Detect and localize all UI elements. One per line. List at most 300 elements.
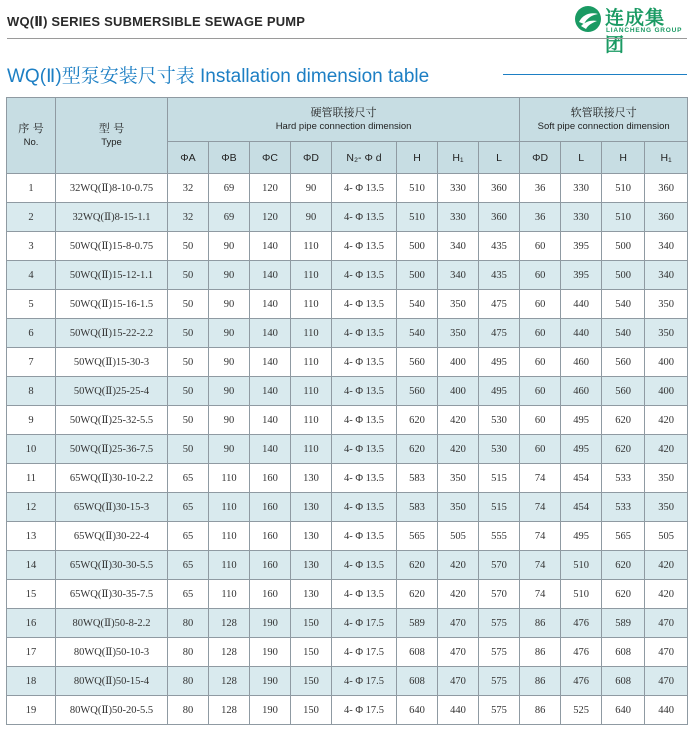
- dimension-cell: 435: [479, 261, 520, 290]
- dimension-cell: 555: [479, 522, 520, 551]
- dimension-cell: 565: [397, 522, 438, 551]
- dimension-cell: 500: [602, 232, 645, 261]
- dimension-cell: 140: [250, 319, 291, 348]
- dimension-cell: 360: [645, 203, 688, 232]
- col-header-soft: L: [561, 142, 602, 174]
- dimension-cell: 4- Φ 13.5: [332, 522, 397, 551]
- table-row: [7, 696, 688, 725]
- hard-pipe-title-cn: 硬管联接尺寸: [310, 106, 377, 119]
- dimension-cell: 36: [520, 203, 561, 232]
- dimension-cell: 120: [250, 203, 291, 232]
- dimension-cell: 128: [209, 667, 250, 696]
- model-cell: 80WQ(Ⅱ)50-15-4: [56, 667, 168, 696]
- dimension-cell: 350: [438, 290, 479, 319]
- row-number-cell: 9: [7, 406, 56, 435]
- dimension-cell: 110: [291, 319, 332, 348]
- col-header-hard: H₁: [438, 142, 479, 174]
- row-number-cell: 13: [7, 522, 56, 551]
- dimension-cell: 110: [291, 290, 332, 319]
- dimension-cell: 130: [291, 580, 332, 609]
- dimension-cell: 80: [168, 638, 209, 667]
- col-header-hard: ΦD: [291, 142, 332, 174]
- dimension-cell: 90: [291, 174, 332, 203]
- table-row: [7, 261, 688, 290]
- model-cell: 65WQ(Ⅱ)30-30-5.5: [56, 551, 168, 580]
- dimension-cell: 50: [168, 377, 209, 406]
- dimension-cell: 86: [520, 609, 561, 638]
- dimension-cell: 495: [479, 348, 520, 377]
- dimension-cell: 36: [520, 174, 561, 203]
- dimension-cell: 150: [291, 638, 332, 667]
- page-header: [0, 0, 689, 56]
- model-cell: 65WQ(Ⅱ)30-15-3: [56, 493, 168, 522]
- col-header-soft: H: [602, 142, 645, 174]
- dimension-cell: 620: [602, 580, 645, 609]
- dimension-cell: 150: [291, 696, 332, 725]
- col-header-no-en: No.: [23, 137, 39, 148]
- dimension-cell: 583: [397, 464, 438, 493]
- dimension-cell: 4- Φ 17.5: [332, 638, 397, 667]
- dimension-cell: 65: [168, 522, 209, 551]
- dimension-cell: 110: [291, 435, 332, 464]
- dimension-cell: 435: [479, 232, 520, 261]
- dimension-cell: 140: [250, 377, 291, 406]
- row-number-cell: 3: [7, 232, 56, 261]
- dimension-cell: 65: [168, 493, 209, 522]
- dimension-cell: 110: [209, 580, 250, 609]
- dimension-cell: 360: [479, 174, 520, 203]
- dimension-cell: 350: [645, 290, 688, 319]
- dimension-cell: 575: [479, 667, 520, 696]
- dimension-cell: 69: [209, 174, 250, 203]
- dimension-cell: 60: [520, 290, 561, 319]
- dimension-cell: 128: [209, 696, 250, 725]
- dimension-cell: 540: [602, 290, 645, 319]
- dimension-cell: 140: [250, 261, 291, 290]
- model-cell: 50WQ(Ⅱ)15-12-1.1: [56, 261, 168, 290]
- table-row: [7, 609, 688, 638]
- dimension-cell: 540: [602, 319, 645, 348]
- row-number-cell: 16: [7, 609, 56, 638]
- dimension-cell: 533: [602, 493, 645, 522]
- dimension-cell: 160: [250, 522, 291, 551]
- dimension-cell: 4- Φ 17.5: [332, 667, 397, 696]
- model-cell: 50WQ(Ⅱ)25-32-5.5: [56, 406, 168, 435]
- dimension-cell: 4- Φ 13.5: [332, 290, 397, 319]
- dimension-cell: 130: [291, 522, 332, 551]
- col-header-type: [56, 98, 168, 174]
- row-number-cell: 5: [7, 290, 56, 319]
- table-row: [7, 464, 688, 493]
- dimension-cell: 530: [479, 435, 520, 464]
- dimension-cell: 190: [250, 609, 291, 638]
- col-header-type-cn: 型 号: [98, 122, 125, 135]
- dimension-cell: 640: [602, 696, 645, 725]
- dimension-cell: 620: [602, 435, 645, 464]
- model-cell: 80WQ(Ⅱ)50-20-5.5: [56, 696, 168, 725]
- logo-name-en: LIANCHENG GROUP: [606, 27, 683, 34]
- dimension-cell: 575: [479, 638, 520, 667]
- dimension-cell: 570: [479, 580, 520, 609]
- dimension-cell: 4- Φ 13.5: [332, 464, 397, 493]
- dimension-cell: 560: [602, 377, 645, 406]
- dimension-cell: 65: [168, 464, 209, 493]
- dimension-cell: 190: [250, 696, 291, 725]
- row-number-cell: 14: [7, 551, 56, 580]
- table-row: [7, 406, 688, 435]
- model-cell: 65WQ(Ⅱ)30-35-7.5: [56, 580, 168, 609]
- dimension-cell: 505: [645, 522, 688, 551]
- dimension-cell: 395: [561, 232, 602, 261]
- dimension-cell: 60: [520, 319, 561, 348]
- dimension-cell: 50: [168, 261, 209, 290]
- title-divider: [503, 74, 687, 75]
- model-cell: 50WQ(Ⅱ)15-16-1.5: [56, 290, 168, 319]
- dimension-cell: 110: [209, 493, 250, 522]
- dimension-cell: 420: [438, 580, 479, 609]
- dimension-cell: 620: [602, 551, 645, 580]
- dimension-cell: 69: [209, 203, 250, 232]
- dimension-cell: 500: [397, 261, 438, 290]
- dimension-cell: 540: [397, 290, 438, 319]
- dimension-cell: 32: [168, 203, 209, 232]
- dimension-cell: 110: [291, 406, 332, 435]
- dimension-cell: 475: [479, 290, 520, 319]
- dimension-cell: 140: [250, 232, 291, 261]
- dimension-cell: 510: [561, 580, 602, 609]
- liancheng-logo-mark-icon: [574, 5, 602, 33]
- page-title: WQ(Ⅱ)型泵安装尺寸表 Installation dimension table: [7, 66, 430, 87]
- dimension-cell: 110: [209, 522, 250, 551]
- dimension-cell: 454: [561, 464, 602, 493]
- dimension-cell: 440: [561, 290, 602, 319]
- dimension-cell: 589: [602, 609, 645, 638]
- dimension-cell: 640: [397, 696, 438, 725]
- row-number-cell: 4: [7, 261, 56, 290]
- dimension-cell: 620: [397, 406, 438, 435]
- dimension-cell: 50: [168, 348, 209, 377]
- dimension-cell: 50: [168, 435, 209, 464]
- dimension-cell: 470: [438, 638, 479, 667]
- installation-dimension-table: [6, 97, 688, 725]
- dimension-cell: 130: [291, 551, 332, 580]
- dimension-cell: 515: [479, 493, 520, 522]
- row-number-cell: 7: [7, 348, 56, 377]
- dimension-cell: 440: [561, 319, 602, 348]
- dimension-cell: 530: [479, 406, 520, 435]
- dimension-cell: 90: [209, 377, 250, 406]
- dimension-cell: 510: [561, 551, 602, 580]
- dimension-cell: 400: [645, 377, 688, 406]
- row-number-cell: 8: [7, 377, 56, 406]
- dimension-cell: 495: [479, 377, 520, 406]
- table-row: [7, 348, 688, 377]
- dimension-cell: 476: [561, 609, 602, 638]
- hard-pipe-title-en: Hard pipe connection dimension: [275, 121, 412, 132]
- dimension-cell: 350: [645, 493, 688, 522]
- dimension-cell: 90: [209, 406, 250, 435]
- table-row: [7, 522, 688, 551]
- dimension-cell: 420: [645, 580, 688, 609]
- dimension-cell: 495: [561, 522, 602, 551]
- table-row: [7, 319, 688, 348]
- dimension-cell: 80: [168, 609, 209, 638]
- table-row: [7, 174, 688, 203]
- dimension-cell: 110: [209, 551, 250, 580]
- dimension-cell: 74: [520, 464, 561, 493]
- dimension-cell: 620: [397, 551, 438, 580]
- dimension-cell: 4- Φ 17.5: [332, 609, 397, 638]
- dimension-cell: 395: [561, 261, 602, 290]
- dimension-cell: 420: [645, 435, 688, 464]
- dimension-cell: 4- Φ 13.5: [332, 348, 397, 377]
- dimension-cell: 4- Φ 17.5: [332, 696, 397, 725]
- dimension-cell: 454: [561, 493, 602, 522]
- dimension-cell: 476: [561, 638, 602, 667]
- dimension-cell: 90: [209, 261, 250, 290]
- dimension-cell: 160: [250, 551, 291, 580]
- dimension-cell: 4- Φ 13.5: [332, 203, 397, 232]
- dimension-cell: 583: [397, 493, 438, 522]
- dimension-cell: 440: [645, 696, 688, 725]
- dimension-cell: 340: [438, 261, 479, 290]
- dimension-cell: 510: [602, 174, 645, 203]
- dimension-cell: 60: [520, 406, 561, 435]
- dimension-cell: 560: [397, 377, 438, 406]
- dimension-cell: 420: [438, 406, 479, 435]
- model-cell: 65WQ(Ⅱ)30-10-2.2: [56, 464, 168, 493]
- dimension-cell: 560: [397, 348, 438, 377]
- dimension-cell: 560: [602, 348, 645, 377]
- row-number-cell: 6: [7, 319, 56, 348]
- dimension-cell: 460: [561, 348, 602, 377]
- dimension-cell: 4- Φ 13.5: [332, 406, 397, 435]
- dimension-cell: 110: [291, 377, 332, 406]
- dimension-cell: 150: [291, 667, 332, 696]
- col-header-hard: ΦC: [250, 142, 291, 174]
- dimension-cell: 60: [520, 232, 561, 261]
- dimension-cell: 90: [209, 232, 250, 261]
- dimension-cell: 330: [438, 203, 479, 232]
- dimension-cell: 60: [520, 377, 561, 406]
- dimension-cell: 90: [209, 290, 250, 319]
- dimension-cell: 340: [438, 232, 479, 261]
- dimension-cell: 4- Φ 13.5: [332, 319, 397, 348]
- dimension-cell: 90: [209, 435, 250, 464]
- dimension-cell: 470: [645, 638, 688, 667]
- dimension-cell: 608: [397, 667, 438, 696]
- model-cell: 65WQ(Ⅱ)30-22-4: [56, 522, 168, 551]
- dimension-cell: 470: [645, 667, 688, 696]
- model-cell: 50WQ(Ⅱ)15-30-3: [56, 348, 168, 377]
- table-row: [7, 551, 688, 580]
- dimension-cell: 400: [645, 348, 688, 377]
- header-divider: [7, 38, 687, 39]
- dimension-cell: 495: [561, 406, 602, 435]
- row-number-cell: 19: [7, 696, 56, 725]
- dimension-cell: 608: [602, 667, 645, 696]
- table-row: [7, 377, 688, 406]
- row-number-cell: 18: [7, 667, 56, 696]
- dimension-cell: 74: [520, 551, 561, 580]
- table-row: [7, 638, 688, 667]
- dimension-cell: 330: [561, 203, 602, 232]
- model-cell: 32WQ(Ⅱ)8-15-1.1: [56, 203, 168, 232]
- col-header-no-cn: 序 号: [18, 122, 44, 135]
- dimension-cell: 500: [397, 232, 438, 261]
- dimension-cell: 400: [438, 348, 479, 377]
- dimension-cell: 60: [520, 261, 561, 290]
- dimension-cell: 575: [479, 696, 520, 725]
- col-header-hard: ΦB: [209, 142, 250, 174]
- model-cell: 50WQ(Ⅱ)25-36-7.5: [56, 435, 168, 464]
- dimension-cell: 330: [561, 174, 602, 203]
- dimension-cell: 90: [209, 348, 250, 377]
- dimension-cell: 110: [291, 348, 332, 377]
- dimension-cell: 360: [645, 174, 688, 203]
- col-header-soft: ΦD: [520, 142, 561, 174]
- col-header-hard: N₂- Φ d: [332, 142, 397, 174]
- dimension-cell: 330: [438, 174, 479, 203]
- row-number-cell: 10: [7, 435, 56, 464]
- row-number-cell: 11: [7, 464, 56, 493]
- model-cell: 50WQ(Ⅱ)15-8-0.75: [56, 232, 168, 261]
- row-number-cell: 1: [7, 174, 56, 203]
- dimension-cell: 620: [397, 435, 438, 464]
- dimension-cell: 350: [645, 319, 688, 348]
- table-row: [7, 232, 688, 261]
- table-body: [7, 174, 688, 725]
- dimension-cell: 4- Φ 13.5: [332, 580, 397, 609]
- dimension-cell: 140: [250, 348, 291, 377]
- model-cell: 50WQ(Ⅱ)25-25-4: [56, 377, 168, 406]
- dimension-cell: 90: [291, 203, 332, 232]
- dimension-cell: 74: [520, 580, 561, 609]
- table-row: [7, 580, 688, 609]
- dimension-cell: 110: [209, 464, 250, 493]
- company-logo: [574, 3, 684, 56]
- dimension-cell: 4- Φ 13.5: [332, 232, 397, 261]
- dimension-cell: 160: [250, 580, 291, 609]
- dimension-cell: 420: [438, 435, 479, 464]
- dimension-cell: 50: [168, 290, 209, 319]
- dimension-cell: 4- Φ 13.5: [332, 551, 397, 580]
- dimension-cell: 565: [602, 522, 645, 551]
- dimension-cell: 620: [602, 406, 645, 435]
- dimension-cell: 360: [479, 203, 520, 232]
- dimension-cell: 475: [479, 319, 520, 348]
- row-number-cell: 2: [7, 203, 56, 232]
- dimension-cell: 65: [168, 580, 209, 609]
- col-header-soft: H₁: [645, 142, 688, 174]
- dimension-cell: 500: [602, 261, 645, 290]
- dimension-cell: 4- Φ 13.5: [332, 493, 397, 522]
- dimension-cell: 86: [520, 667, 561, 696]
- soft-pipe-title-en: Soft pipe connection dimension: [537, 121, 670, 132]
- row-number-cell: 15: [7, 580, 56, 609]
- table-header-row: [7, 98, 688, 142]
- col-header-type-en: Type: [101, 137, 122, 148]
- table-row: [7, 493, 688, 522]
- table-row: [7, 203, 688, 232]
- dimension-cell: 4- Φ 13.5: [332, 435, 397, 464]
- dimension-cell: 350: [438, 464, 479, 493]
- dimension-cell: 470: [645, 609, 688, 638]
- dimension-cell: 4- Φ 13.5: [332, 377, 397, 406]
- group-header-hard-pipe: [168, 98, 520, 142]
- dimension-cell: 190: [250, 638, 291, 667]
- dimension-cell: 130: [291, 464, 332, 493]
- dimension-cell: 510: [397, 174, 438, 203]
- dimension-cell: 608: [397, 638, 438, 667]
- dimension-cell: 470: [438, 609, 479, 638]
- dimension-cell: 74: [520, 522, 561, 551]
- dimension-cell: 128: [209, 609, 250, 638]
- dimension-cell: 340: [645, 232, 688, 261]
- dimension-cell: 350: [438, 493, 479, 522]
- dimension-cell: 4- Φ 13.5: [332, 174, 397, 203]
- series-title: WQ(Ⅱ) SERIES SUBMERSIBLE SEWAGE PUMP: [7, 14, 306, 29]
- dimension-cell: 160: [250, 464, 291, 493]
- dimension-cell: 420: [438, 551, 479, 580]
- dimension-cell: 510: [397, 203, 438, 232]
- dimension-cell: 570: [479, 551, 520, 580]
- dimension-cell: 420: [645, 406, 688, 435]
- dimension-cell: 620: [397, 580, 438, 609]
- col-header-hard: H: [397, 142, 438, 174]
- model-cell: 32WQ(Ⅱ)8-10-0.75: [56, 174, 168, 203]
- dimension-cell: 86: [520, 638, 561, 667]
- dimension-cell: 495: [561, 435, 602, 464]
- dimension-cell: 400: [438, 377, 479, 406]
- dimension-cell: 130: [291, 493, 332, 522]
- soft-pipe-title-cn: 软管联接尺寸: [570, 106, 637, 119]
- row-number-cell: 17: [7, 638, 56, 667]
- dimension-cell: 150: [291, 609, 332, 638]
- dimension-cell: 80: [168, 667, 209, 696]
- model-cell: 50WQ(Ⅱ)15-22-2.2: [56, 319, 168, 348]
- dimension-cell: 340: [645, 261, 688, 290]
- dimension-cell: 476: [561, 667, 602, 696]
- dimension-cell: 110: [291, 232, 332, 261]
- dimension-cell: 86: [520, 696, 561, 725]
- group-header-soft-pipe: [520, 98, 688, 142]
- table-row: [7, 667, 688, 696]
- dimension-cell: 515: [479, 464, 520, 493]
- dimension-cell: 4- Φ 13.5: [332, 261, 397, 290]
- dimension-cell: 190: [250, 667, 291, 696]
- dimension-cell: 525: [561, 696, 602, 725]
- dimension-cell: 460: [561, 377, 602, 406]
- dimension-cell: 110: [291, 261, 332, 290]
- dimension-cell: 74: [520, 493, 561, 522]
- dimension-cell: 140: [250, 435, 291, 464]
- row-number-cell: 12: [7, 493, 56, 522]
- dimension-cell: 510: [602, 203, 645, 232]
- col-header-no: [7, 98, 56, 174]
- dimension-cell: 608: [602, 638, 645, 667]
- dimension-cell: 60: [520, 348, 561, 377]
- dimension-cell: 470: [438, 667, 479, 696]
- dimension-cell: 505: [438, 522, 479, 551]
- dimension-cell: 350: [645, 464, 688, 493]
- dimension-cell: 65: [168, 551, 209, 580]
- dimension-cell: 140: [250, 406, 291, 435]
- dimension-cell: 160: [250, 493, 291, 522]
- model-cell: 80WQ(Ⅱ)50-10-3: [56, 638, 168, 667]
- dimension-cell: 50: [168, 232, 209, 261]
- dimension-cell: 440: [438, 696, 479, 725]
